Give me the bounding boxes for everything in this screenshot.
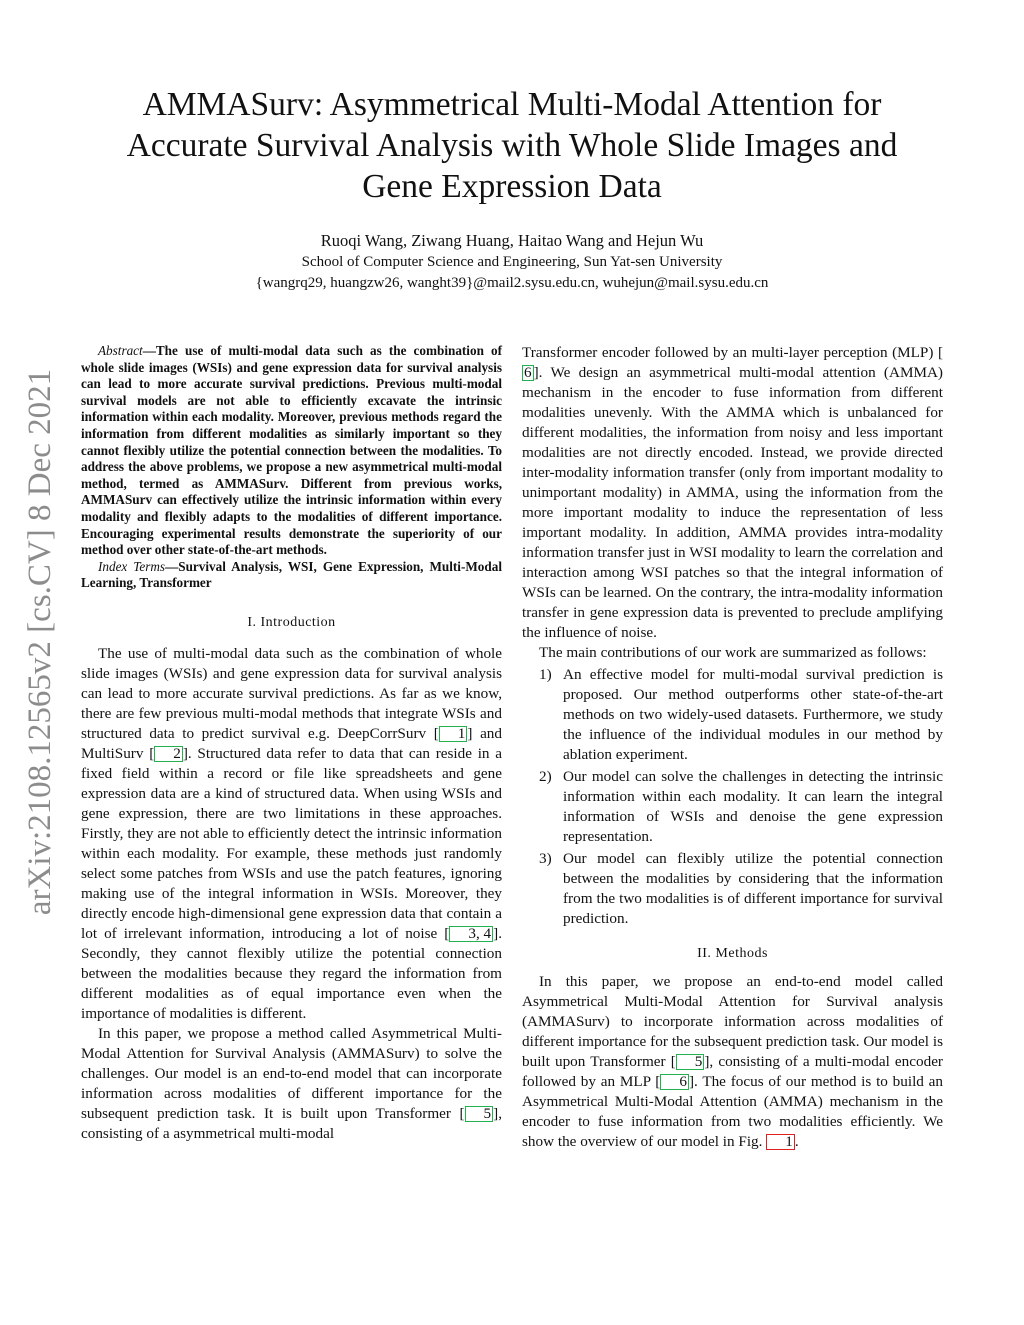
methods-paragraph-1: In this paper, we propose an end-to-end model called Asymmetrical Multi-Modal Attention for Survival analysis (AMMASurv) to incorporate information across modalities of different importance for the subsequent prediction task. Our model is built upon Transformer [ 5 ], consisting of a multi-modal encoder followed by an MLP [ 6 ]. The focus of our method is to build an Asymmetrical Multi-Modal Attention (AMMA) mechanism in the encoder to fuse information from two modalities efficiently. We show the overview of our model in Fig. 1 . [522, 973, 943, 1150]
citation-link[interactable]: 5 [676, 1054, 705, 1070]
index-terms-label: Index Terms [98, 558, 166, 574]
text-run: Transformer encoder followed by an multi-layer perception (MLP) [522, 344, 938, 361]
text-run: , consisting of a multi-modal encoder followed by an MLP [522, 1053, 943, 1090]
citation-link[interactable]: 2 [154, 746, 183, 762]
arxiv-identifier: arXiv:2108.12565v2 [cs.CV] 8 Dec 2021 [22, 368, 58, 916]
figure-link[interactable]: 1 [766, 1134, 795, 1150]
left-column [81, 343, 502, 1144]
author-emails: {wangrq29, huangzw26, wanght39}@mail2.sysu.edu.cn, wuhejun@mail.sysu.edu.cn [255, 275, 769, 291]
section-heading-introduction: I. Introduction [247, 614, 336, 630]
text-run: The use of multi-modal data such as the combination of whole slide images (WSIs) and gene expression data for survival analysis can lead to more accurate survival predictions. As far as we know, there are few previous multi-modal methods that integrate WSIs and structured data to predict survival e.g. DeepCorrSurv [81, 644, 502, 742]
list-item [522, 767, 943, 847]
index-terms [81, 559, 502, 592]
intro-paragraph-4: The main contributions of our work are summarized as follows: [539, 644, 927, 661]
section-heading-methods: II. Methods [697, 946, 768, 961]
abstract-text: —The use of multi-modal data such as the combination of whole slide images (WSIs) and gene expression data for survival analysis can lead to more accurate survival predictions. Previous multi-modal survival models are not able to efficiently excavate the intrinsic information within each modality. Moreover, previous methods regard the information from different modalities as similarly important so they cannot flexibly utilize the potential connection between the modalities. To address the above problems, we propose a new asymmetrical multi-modal method, termed as AMMASurv. Different from previous works, AMMASurv can effectively utilize the intrinsic information within every modality and flexibly adapts to the modalities of different importance. Encouraging experimental results demonstrate the superiority of our method over other state-of-the-art methods. [81, 343, 502, 558]
list-item-text: Our model can flexibly utilize the potential connection between the modalities by considering that the information from the two modalities is of different importance for survival prediction. [563, 850, 943, 927]
citation-link[interactable]: 1 [439, 726, 468, 742]
intro-paragraph-2: In this paper, we propose a method called Asymmetrical Multi-Modal Attention for Survival Analysis (AMMASurv) to solve the challenges. Our model is an end-to-end model that can incorporate information across modalities of different importance for the subsequent prediction task. It is built upon Transformer [ 5 ], consisting of a asymmetrical multi-modal [81, 1024, 502, 1142]
text-run: . We design an asymmetrical multi-modal attention (AMMA) mechanism in the encoder to fuse information from different modalities unevenly. With the AMMA which is unbalanced for different modalities, the information from noisy and less important modalities are not directly encoded. Instead, we provide directed inter-modality information transfer (only from important modality to unimportant modality) in AMMA, using the information from the more important modality to induce the representation of less important modality. In addition, AMMA provides intra-modality information transfer just in WSI modality to learn the correlation and interaction among WSI patches so that the integral information of WSIs can be learned. On the contrary, the intra-modality information transfer in gene expression data is prevented to preclude amplifying the influence of noise. [522, 364, 943, 641]
text-run: . The focus of our method is to build an Asymmetrical Multi-Modal Attention (AMMA) mechanism in the encoder to fuse information from two modalities efficiently. We show the overview of our model in Fig. [522, 1073, 943, 1150]
paper-title: AMMASurv: Asymmetrical Multi-Modal Attention for Accurate Survival Analysis with Whole Slide Images and Gene Expression Data [126, 86, 898, 205]
abstract [81, 343, 502, 559]
list-item [522, 665, 943, 765]
list-number: 3) [539, 850, 552, 867]
list-item-text: An effective model for multi-modal survival prediction is proposed. Our method outperforms other state-of-the-art methods on two widely-used datasets. Furthermore, we study the influence of the individual modules in our method by ablation experiment. [563, 666, 943, 763]
list-item-text: Our model can solve the challenges in detecting the intrinsic information within each modality. It can learn the integral information of WSIs and denoise the gene expression representation. [563, 768, 943, 845]
index-terms-text: —Survival Analysis, WSI, Gene Expression, Multi-Modal Learning, Transformer [81, 558, 502, 591]
affiliation: School of Computer Science and Engineering, Sun Yat-sen University [301, 254, 723, 270]
author-list: Ruoqi Wang, Ziwang Huang, Haitao Wang and Hejun Wu [320, 231, 704, 250]
intro-paragraph-1: The use of multi-modal data such as the combination of whole slide images (WSIs) and gene expression data for survival analysis can lead to more accurate survival predictions. As far as we know, there are few previous multi-modal methods that integrate WSIs and structured data to predict survival e.g. DeepCorrSurv [ 1 ] and MultiSurv [ 2 ]. Structured data refer to data that can reside in a fixed field within a record or file like spreadsheets and gene expression data are a kind of structured data. When using WSIs and gene expression, there are two limitations in these approaches. Firstly, they are not able to efficiently detect the intrinsic information within each modality. For example, these methods just randomly select some patches from WSIs and use the patch features, ignoring making use of the integral information in WSIs. Moreover, they directly encode high-dimensional gene expression data that contain a lot of irrelevant information, introducing a lot of noise [ 3, 4 ]. Secondly, they cannot flexibly utilize the potential connection between the modalities because they regard the information from different modalities as of equal importance even when the importance of modalities is different. [81, 644, 502, 1022]
right-column [522, 343, 943, 1152]
citation-link[interactable]: 3, 4 [449, 926, 493, 942]
text-run: , consisting of a asymmetrical multi-modal [81, 1104, 502, 1142]
intro-paragraph-3: Transformer encoder followed by an multi-layer perception (MLP) [6 ]. We design an asymmetrical multi-modal attention (AMMA) mechanism in the encoder to fuse information from different modalities unevenly. With the AMMA which is unbalanced for different modalities, the information from noisy and less important modalities are not directly encoded. Instead, we provide directed inter-modality information transfer (only from important modality to unimportant modality) in AMMA, using the information from the more important modality to induce the representation of less important modality. In addition, AMMA provides intra-modality information transfer just in WSI modality to learn the correlation and interaction among WSI patches so that the integral information of WSIs can be learned. On the contrary, the intra-modality information transfer in gene expression data is prevented to preclude amplifying the influence of noise. [522, 344, 943, 641]
list-item [522, 849, 943, 929]
text-run: . Structured data refer to data that can reside in a fixed field within a record or file like spreadsheets and gene expression data are a kind of structured data. When using WSIs and gene expression, there are two limitations in these approaches. Firstly, they are not able to efficiently detect the intrinsic information within each modality. For example, these methods just randomly select some patches from WSIs and use the patch features, ignoring making use of the integral information in WSIs. Moreover, they directly encode high-dimensional gene expression data that contain a lot of irrelevant information, introducing a lot of noise [81, 744, 502, 942]
list-number: 2) [539, 768, 552, 785]
text-run: In this paper, we propose a method called Asymmetrical Multi-Modal Attention for Survival Analysis (AMMASurv) to solve the challenges. Our model is an end-to-end model that can incorporate information across modalities of different importance for the subsequent prediction task. It is built upon Transformer [81, 1024, 502, 1122]
text-run: . Secondly, they cannot flexibly utilize the potential connection between the modalities because they regard the information from different modalities as of equal importance even when the importance of modalities is different. [81, 924, 502, 1022]
text-run: In this paper, we propose an end-to-end model called Asymmetrical Multi-Modal Attention for Survival analysis (AMMASurv) to incorporate information across modalities of different importance for the subsequent prediction task. Our model is built upon Transformer [522, 973, 943, 1070]
citation-link[interactable]: 5 [465, 1106, 494, 1122]
text-run: and MultiSurv [81, 724, 502, 762]
contribution-list [522, 665, 943, 929]
list-number: 1) [539, 666, 552, 683]
citation-link[interactable]: 6 [524, 364, 532, 381]
abstract-label: Abstract [98, 343, 143, 358]
citation-link[interactable]: 6 [660, 1074, 689, 1090]
text-run: . [794, 1133, 799, 1150]
